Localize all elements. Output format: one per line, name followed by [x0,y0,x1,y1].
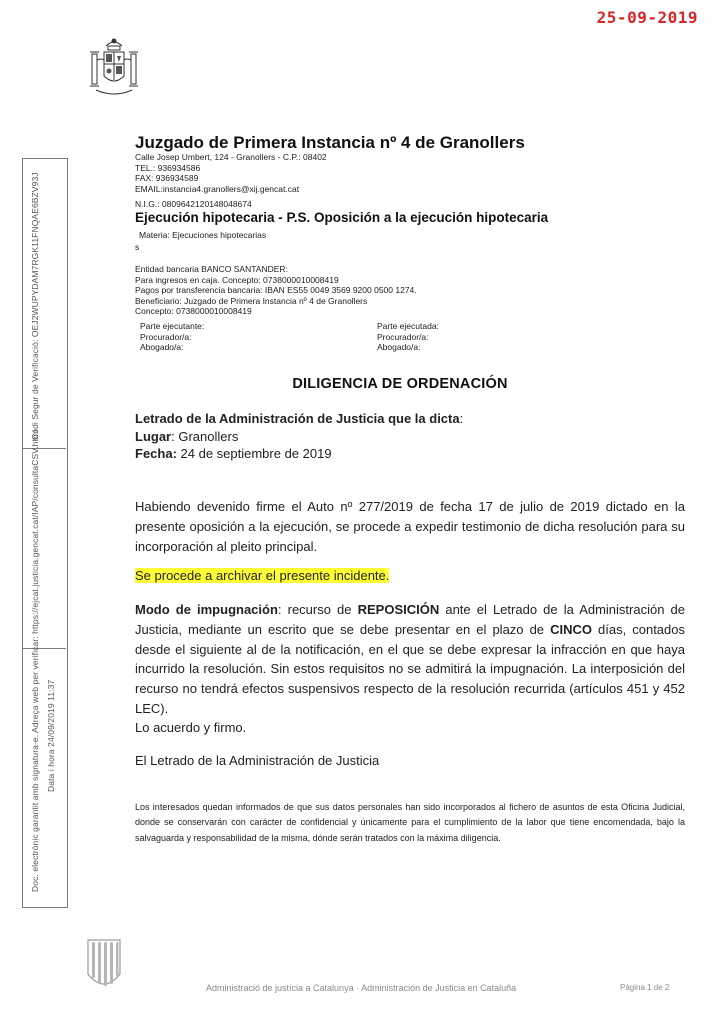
highlighted-text: Se procede a archivar el presente incidente. [135,568,390,583]
court-address: Calle Josep Umbert, 124 - Granollers - C.P.: 08402 [135,152,327,162]
paragraph-testimony: Habiendo devenido firme el Auto nº 277/2019 de fecha 17 de julio de 2019 dictado en la presente oposición a la ejecución, se procede a expedir testimonio de dicha resolución para su incorporación al pleito principal. [135,499,685,554]
page-number: Pàgina 1 de 2 [620,983,670,992]
paragraph-archive [135,566,389,586]
privacy-notice: Los interesados quedan informados de que sus datos personales han sido incorporados al fichero de asuntos de esta Oficina Judicial, donde se conservarán con carácter de confidencial y únicamente para el cumplimiento de la labor que tiene encomendada, bajo la salvaguarda y responsabilidad de la misma, dónde serán tratados con la máxima diligencia. [135,802,685,843]
sign-datetime: Data i hora 24/09/2019 11:37 [46,679,56,792]
procedure-title: Ejecución hipotecaria - P.S. Oposición a la ejecución hipotecaria [135,210,549,225]
party-label: Parte ejecutante: [140,321,205,331]
date-stamp: 25-09-2019 [596,8,698,27]
cinco-term: CINCO [550,621,592,637]
fecha-label: Fecha: [135,446,177,461]
bank-cash-payment: Para ingresos en caja. Concepto: 0738000010008419 [135,274,339,285]
party-label: Parte ejecutada: [377,321,439,331]
footer-administration: Administració de justícia a Catalunya · Administración de Justicia en Cataluña [206,983,517,993]
verification-sidebar [22,158,68,908]
document-meta [135,410,685,463]
fecha-line [135,445,685,463]
signatory: El Letrado de la Administración de Justicia [135,753,380,768]
generalitat-logo-icon [84,936,124,994]
court-email: EMAIL:instancia4.granollers@xij.gencat.cat [135,183,300,194]
impugnation-label: Modo de impugnación [135,602,278,617]
sidebar-divider [22,648,66,649]
bank-entity: Entidad bancaria BANCO SANTANDER: [135,264,288,274]
bank-transfer-payment: Pagos por transferencia bancaria: IBAN ES55 0049 3569 9200 0500 1274. [135,285,417,296]
party-label: Procurador/a: [140,331,192,342]
materia-extra: s [135,242,140,252]
party-label: Abogado/a: [377,342,421,353]
lugar-value: : Granollers [171,428,239,444]
court-fax: FAX: 936934589 [135,173,199,184]
signature-note: Doc. electrònic garantit amb signatura-e. Adreça web per verificar: https://ejcat.justicia.gencat.cat/IAP/consultaCSV.html [30,429,40,892]
verification-code: Codi Segur de Verificació: OEJ2WUPYDAM7RGK11FNQAE6BZV93J [30,172,40,440]
court-tel: TEL.: 936934586 [135,162,201,173]
document-heading: DILIGENCIA DE ORDENACIÓN [292,376,508,392]
nig: N.I.G.: 0809642120148048674 [135,199,252,209]
materia: Materia: Ejecuciones hipotecarias [139,230,267,240]
parties-right [377,321,439,353]
lugar-label: Lugar [135,428,172,444]
letrado-line [135,410,685,428]
party-label: Procurador/a: [377,331,429,342]
paragraph-impugnation [135,600,685,719]
coat-of-arms-icon [84,36,144,100]
closing-line: Lo acuerdo y firmo. [135,720,247,735]
impugnation-text: días, contados desde el siguiente al de la notificación, en el que se debe expresar la infracción en que haya incurrido la resolución. Sin estos requisitos no se admitirá la impugnación. La interposición del recurso no tendrá efectos suspensivos respecto de la resolución recurrida (artículos 451 y 452 LEC). [135,621,685,716]
fecha-value: 24 de septiembre de 2019 [176,446,332,461]
party-label: Abogado/a: [140,342,184,353]
court-contact [135,152,327,194]
bank-concept: Concepto: 0738000010008419 [135,306,252,317]
parties-left [140,321,204,353]
bank-details [135,264,417,317]
court-name: Juzgado de Primera Instancia nº 4 de Granollers [135,133,525,152]
sidebar-divider [22,448,66,449]
impugnation-text: ante el Letrado de la Administración de Justicia, mediante un escrito que se debe presentar en el plazo de [135,602,686,637]
bank-beneficiary: Beneficiario: Juzgado de Primera Instancia nº 4 de Granollers [135,295,368,306]
letrado-colon: : [459,411,464,426]
lugar-line [135,428,685,446]
reposicion-term: REPOSICIÓN [357,602,440,617]
impugnation-text: : recurso de [277,602,358,617]
letrado-label: Letrado de la Administración de Justicia que la dicta [135,411,460,426]
